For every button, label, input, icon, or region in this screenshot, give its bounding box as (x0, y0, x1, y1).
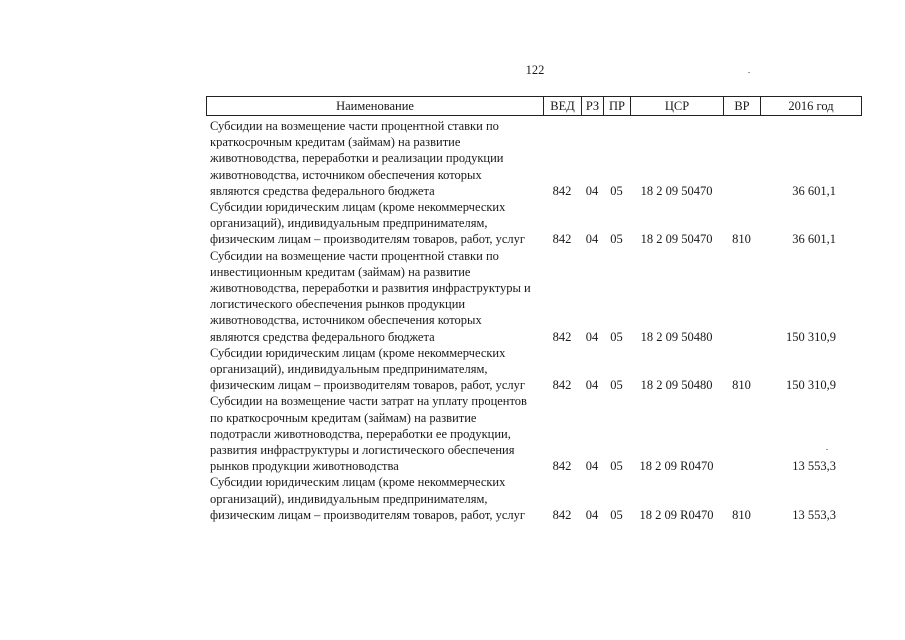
row-csr: 18 2 09 R0470 (639, 459, 714, 474)
row-name (206, 393, 543, 474)
row-ved: 842 (552, 378, 572, 393)
row-ved: 842 (552, 329, 572, 344)
page-number: 122 (525, 63, 545, 77)
row-name-line: являются средства федерального бюджета (210, 183, 435, 198)
row-amount: 36 601,1 (792, 183, 836, 198)
table-header (206, 96, 862, 116)
row-name-line: Субсидии юридическим лицам (кроме некоммерческих (210, 200, 506, 215)
row-csr: 18 2 09 R0470 (639, 507, 714, 522)
row-rz: 04 (585, 459, 599, 474)
row-name-line: Субсидии юридическим лицам (кроме некоммерческих (210, 345, 506, 360)
table-row (206, 393, 862, 474)
row-name-line: подотрасли животноводства, переработки ее продукции, (210, 426, 511, 441)
row-csr: 18 2 09 50480 (640, 378, 713, 393)
row-name-line: физическим лицам – производителям товаров, работ, услуг (210, 232, 526, 247)
row-name-line: развития инфраструктуры и логистического обеспечения (210, 443, 515, 458)
row-ved: 842 (552, 183, 572, 198)
scan-speck (748, 72, 750, 73)
header-name: Наименование (207, 97, 544, 115)
row-rz: 04 (585, 232, 599, 247)
row-amount: 36 601,1 (792, 232, 836, 247)
row-name (206, 248, 543, 345)
row-name (206, 345, 543, 394)
row-amount: 13 553,3 (792, 507, 836, 522)
header-year: 2016 год (788, 99, 834, 113)
row-vr: 810 (732, 507, 751, 522)
row-name-line: животноводства, источником обеспечения которых (210, 167, 482, 182)
row-pr: 05 (610, 183, 623, 198)
row-rz: 04 (585, 183, 599, 198)
header-vr: ВР (724, 97, 761, 115)
row-name-line: физическим лицам – производителям товаров, работ, услуг (210, 378, 526, 393)
row-name-line: Субсидии юридическим лицам (кроме некоммерческих (210, 475, 506, 490)
row-name-line: рынков продукции животноводства (210, 459, 399, 474)
row-name-line: физическим лицам – производителям товаров, работ, услуг (210, 507, 526, 522)
table-row (206, 345, 862, 394)
row-rz: 04 (585, 378, 599, 393)
row-ved: 842 (552, 507, 572, 522)
table-row (206, 474, 862, 523)
row-name-line: инвестиционным кредитам (займам) на развитие (210, 264, 471, 279)
header-ved: ВЕД (544, 97, 582, 115)
row-amount: 150 310,9 (786, 329, 836, 344)
row-ved: 842 (552, 232, 572, 247)
table-row (206, 118, 862, 199)
row-rz: 04 (585, 507, 599, 522)
row-name-line: Субсидии на возмещение части затрат на уплату процентов (210, 394, 527, 409)
row-pr: 05 (610, 232, 623, 247)
row-name-line: Субсидии на возмещение части процентной ставки по (210, 248, 499, 263)
row-name (206, 199, 543, 248)
row-name-line: Субсидии на возмещение части процентной ставки по (210, 119, 499, 133)
row-csr: 18 2 09 50470 (640, 183, 713, 198)
row-name-line: логистического обеспечения рынков продукции (210, 297, 466, 312)
row-name (206, 474, 543, 523)
row-amount: 13 553,3 (792, 459, 836, 474)
row-pr: 05 (610, 507, 623, 522)
table-body (206, 118, 862, 523)
row-vr: 810 (732, 378, 751, 393)
row-name-line: организаций), индивидуальным предпринимателям, (210, 491, 488, 506)
row-name-line: организаций), индивидуальным предпринимателям, (210, 362, 488, 377)
header-rz: РЗ (582, 97, 604, 115)
row-csr: 18 2 09 50470 (640, 232, 713, 247)
row-csr: 18 2 09 50480 (640, 329, 713, 344)
header-pr: ПР (604, 97, 631, 115)
row-rz: 04 (585, 329, 599, 344)
row-name-line: животноводства, переработки и реализации продукции (210, 151, 504, 166)
row-pr: 05 (610, 329, 623, 344)
row-name (206, 118, 543, 199)
row-name-line: организаций), индивидуальным предпринимателям, (210, 216, 488, 231)
header-csr: ЦСР (631, 97, 724, 115)
row-name-line: животноводства, источником обеспечения которых (210, 313, 482, 328)
row-amount: 150 310,9 (786, 378, 836, 393)
table-row (206, 248, 862, 345)
table-row (206, 199, 862, 248)
row-name-line: по краткосрочным кредитам (займам) на развитие (210, 410, 477, 425)
row-name-line: краткосрочным кредитам (займам) на развитие (210, 135, 461, 150)
row-vr: 810 (732, 232, 751, 247)
row-name-line: являются средства федерального бюджета (210, 329, 435, 344)
row-name-line: животноводства, переработки и развития инфраструктуры и (210, 281, 531, 296)
row-ved: 842 (552, 459, 572, 474)
row-pr: 05 (610, 459, 623, 474)
row-pr: 05 (610, 378, 623, 393)
